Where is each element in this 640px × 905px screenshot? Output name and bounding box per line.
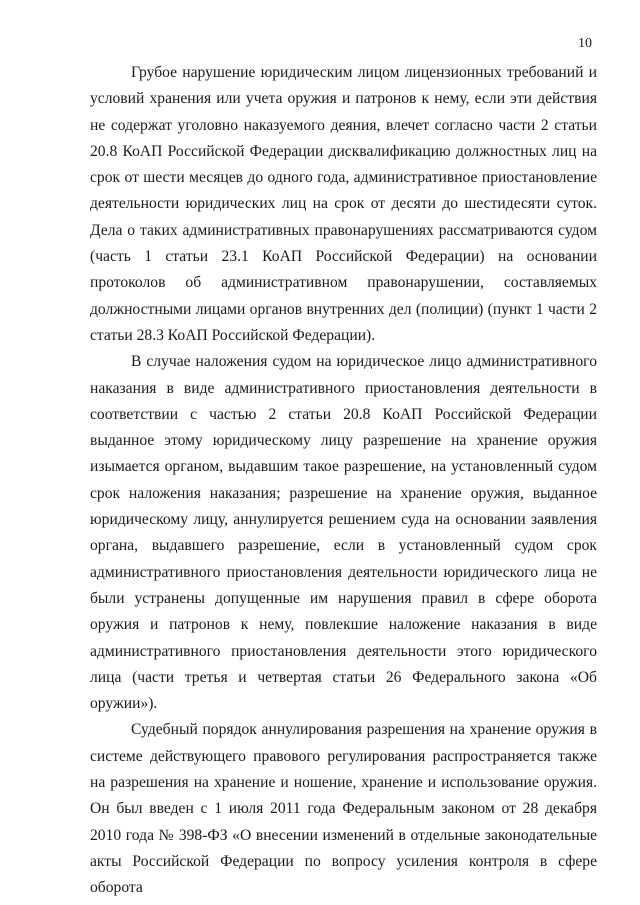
paragraph-2: В случае наложения судом на юридическое лицо административного наказания в виде административного приостановления деятельности в соответствии с частью 2 статьи 20.8 КоАП Российской Федерации выданное этому юридическому лицу разрешение на хранение оружия изымается органом, выдавшим такое разрешение, на установленный судом срок наложения наказания; разрешение на хранение оружия, выданное юридическому лицу, аннулируется решением суда на основании заявления органа, выдавшего разрешение, если в установленный судом срок административного приостановления деятельности юридического лица не были устранены допущенные им нарушения правил в сфере оборота оружия и патронов к нему, повлекшие наложение наказания в виде административного приостановления деятельности этого юридического лица (части третья и четвертая статьи 26 Федерального закона «Об оружии»). — [90, 353, 597, 713]
paragraph-3: Судебный порядок аннулирования разрешения на хранение оружия в системе действующего правового регулирования распространяется также на разрешения на хранение и ношение, хранение и использование оружия. Он был введен с 1 июля 2011 года Федеральным законом от 28 декабря 2010 года № 398-ФЗ «О внесении изменений в отдельные законодательные акты Российской Федерации по вопросу усиления контроля в сфере оборота — [90, 721, 597, 897]
page-number: 10 — [578, 36, 592, 51]
paragraph-1: Грубое нарушение юридическим лицом лицензионных требований и условий хранения или учета оружия и патронов к нему, если эти действия не содержат уголовно наказуемого деяния, влечет согласно части 2 статьи 20.8 КоАП Российской Федерации дисквалификацию должностных лиц на срок от шести месяцев до одного года, административное приостановление деятельности юридических лиц на срок от десяти до шестидесяти суток. Дела о таких административных правонарушениях рассматриваются судом (часть 1 статьи 23.1 КоАП Российской Федерации) на основании протоколов об административном правонарушении, составляемых должностными лицами органов внутренних дел (полиции) (пункт 1 части 2 статьи 28.3 КоАП Российской Федерации). — [90, 64, 597, 344]
document-body — [90, 60, 597, 902]
